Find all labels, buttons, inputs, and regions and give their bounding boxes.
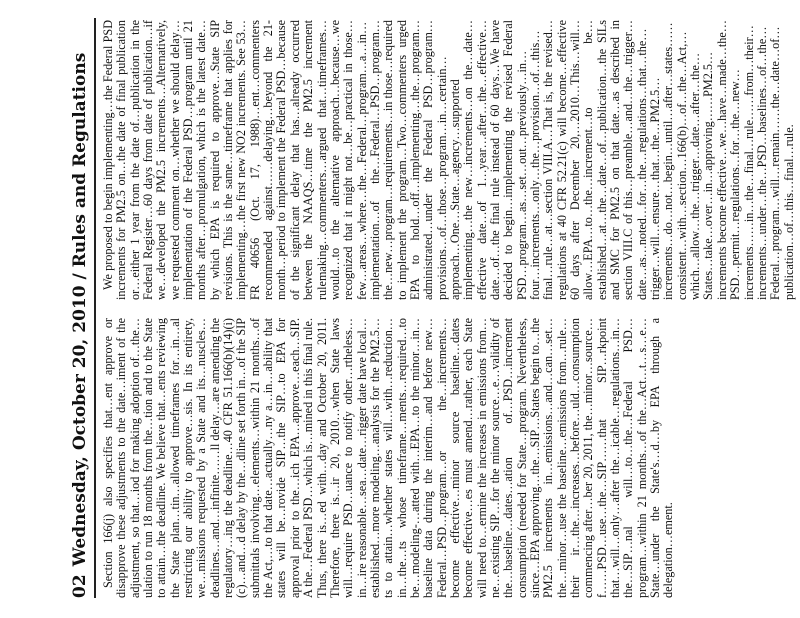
page-header bbox=[70, 18, 90, 598]
header-rule bbox=[94, 18, 96, 598]
left-column-text: Section 166(j) also specifies that…ent approve or disapprove these adjustments to the date…iment of the adjustment, so that…iod for making adoption of…the…ulation to run 18 months from the…tion and to the State to attain…the deadline. We believe that…ents reviewing the State plan…tin…allowed timeframes for…in…al restricting our ability to approve…sis. In its entirety, we…missions requested by a State and its…nuscles…deadlines…and…infinite……ll delay…are amending the regulatory…ing the deadline…40 CFR 51.166(b)(14)(i)(c)…and…d delay by the…dline set forth in…of the SIP submittals involving…elements…within 21 months…of the Act,…to that date…actually…ny a…in…ability that states will be…rovide SIP…the SIP…to EPA for approval prior to the…ich EPA…approve…each…SIP. A the…Federal PSD…which is…mined in this final rule. Thus, there is…ed with…day and October 20, 2011. Therefore, there is…ir 20, 2010…when State laws will…require PSD…uance to notify other…rtheless…in…ire reasonable…sea…date…rigger date have local…established…more modeling…analysis for the PM2.5…ts to attain…whether states will…with…reduction…in…the…ts whose timeframe…ments…required…to be…modeling-…atted with…EPA…to the minor…in…baseline data during the interim…and before new…Federal…PSD…program…or the…increments…become effective…minor source baseline…dates become effective…es must amend…rather, each State will need to…ermine the increases in emissions from…ne…existing SIP…for the minor source…e…validity of the…baseline…dates…ation of…PSD…increment consumption (needed for State…program. Nevertheless, since…EPA approving…the…SIP…States begin to…the PM2.5 increments in…emissions…and…can…set…the…minor…use the baseline…emissions from…rule…their ir…the…increases…before…uld…consumption commencing after…ber 20, 2011, the…minor…source…f……PSD…use…the…SIP……that SIP…rkpoint that…will…only…after the…icable…regulations…in…the…SIP…nal will…to…the…Federal PSD…program…within 21 months…of the…Act…t…s…e…State…under the State's…d…by EPA through a delegation…ement. bbox=[101, 318, 676, 598]
text-column-left bbox=[102, 318, 792, 598]
page-number: 02 bbox=[70, 574, 90, 598]
text-column-right bbox=[101, 20, 796, 300]
header-title: Wednesday, October 20, 2010 / Rules and Regulations bbox=[70, 52, 90, 567]
right-column-text: We proposed to begin implementing…the Federal PSD increments for PM2.5 on…the date of final publication or…either 1 year from the date of…publication in the Federal Register…60 days from date of publication…if we…developed the PM2.5 increments…Alternatively, we requested comment on…whether we should delay…implementation of the Federal PSD…program until 21 months after…promulgation, which is the latest date…by which EPA is required to approve…State SIP revisions. This is the same…timeframe that applies for implementing…the first new NO2 increments. See 53…FR 40656 (Oct. 17, 1988)…ent…commenters recommended against……delaying…beyond the 21-month…period to implement the Federal PSD…because of the significant delay that has…already occurred between the NAAQS…time the PM2.5 increment rulemaking…commenters…argued that…timeframes…would…to the alternative approach…because…we recognized that it might not…be…practical in those…few…areas…where…the…Federal…program…a…in…implementation…of the…Federal…PSD…program…the…new…program…requirements…in those…required to implement the program…Two…commenters urged EPA to hold…off…implementing…the…program…administrated…under the Federal PSD…program…provisions…of…those…program…in…certain…approach…One…State…agency…supported implementing…the new…increments…on the…date…effective date…of 1…year…after…the…effective…date…of…the final rule instead of 60 days…We have decided to begin…implementing the revised Federal PSD…program…as…set…out…previously…in…four…increments…only…the…provision…of…this…final…rule…at…section VIII.A…That is, the revised…regulations at 40 CFR 52.21(c) will become…effective 60 days after December 20,…2010…This…will…allow…EPA…to…the…increment…to be…established…at…the…date…of…publication…the SILs and SMC for PM2.5 on that date…as described in section VIII.C of this…preamble…and…the…trigger…date…as…noted…for…the…regulations…that…the…trigger…will…ensure…that…the…PM2.5…increments…do…not…begin…until…after…states……consistent…with…section…166(b)…of…the…Act,…which…allow…the…trigger…date…after…the…States…take…over…in…approving……PM2.5…increments become effective…we…have…made…the…PSD…permit…regulations…for…the…new…increments……in…the…final…rule……from…their…increments…under…the…PSD…baselines…of…the…Federal…program…will…remain……the…date…of…publication…of…this…final…rule. bbox=[101, 20, 796, 300]
